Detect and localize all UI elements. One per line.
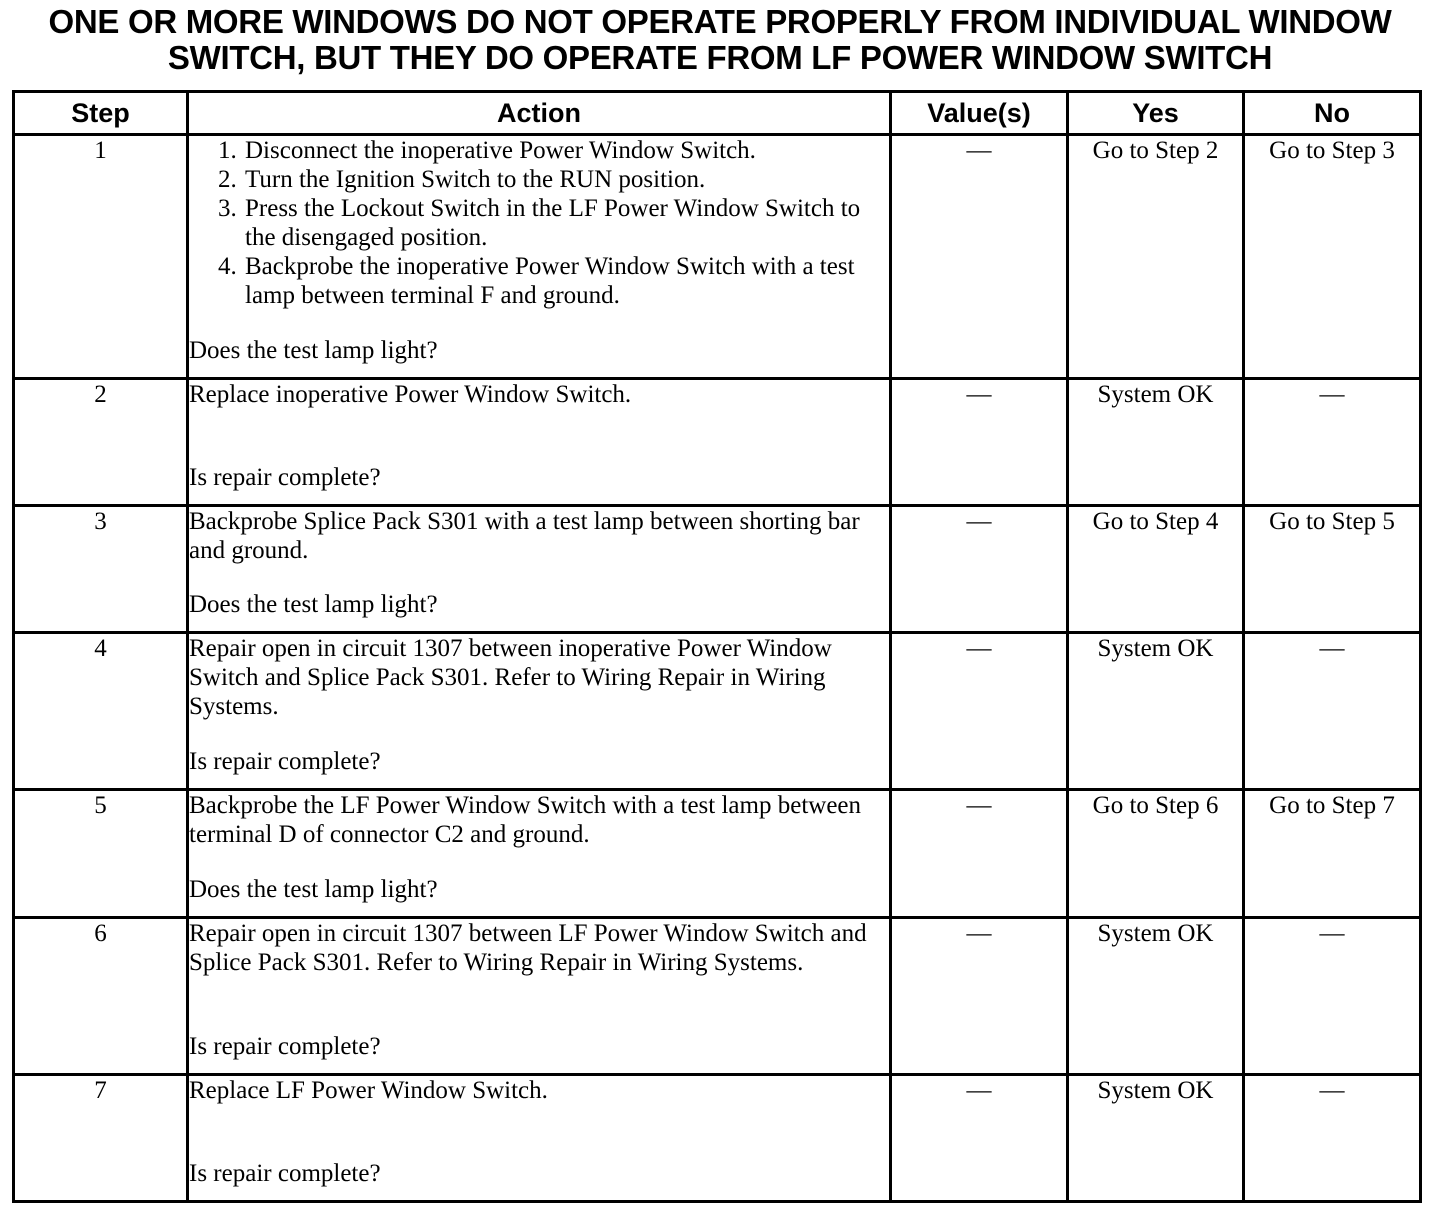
yes-cell: Go to Step 6 (1068, 790, 1244, 918)
action-cell (188, 135, 891, 379)
yes-cell: System OK (1068, 633, 1244, 790)
value-cell: — (891, 790, 1068, 918)
yes-cell: System OK (1068, 918, 1244, 1075)
list-item: 2. Turn the Ignition Switch to the RUN position. (243, 165, 889, 194)
title-line-1: ONE OR MORE WINDOWS DO NOT OPERATE PROPERLY FROM INDIVIDUAL WINDOW (48, 3, 1392, 40)
header-step: Step (14, 92, 188, 135)
header-row (14, 92, 1421, 135)
action-question: Does the test lamp light? (189, 591, 438, 618)
table-row (14, 506, 1421, 633)
yes-cell: Go to Step 4 (1068, 506, 1244, 633)
action-question: Does the test lamp light? (189, 337, 438, 364)
no-cell: Go to Step 3 (1244, 135, 1421, 379)
value-cell: — (891, 135, 1068, 379)
action-question: Is repair complete? (189, 1033, 381, 1060)
action-instruction: Replace LF Power Window Switch. (189, 1077, 548, 1104)
diagnostic-table (12, 90, 1422, 1203)
action-question: Is repair complete? (189, 1160, 381, 1187)
list-item: 4. Backprobe the inoperative Power Window Switch with a test lamp between terminal F and ground. (243, 252, 889, 310)
value-cell: — (891, 633, 1068, 790)
action-instruction: Repair open in circuit 1307 between inoperative Power Window Switch and Splice Pack S301. Refer to Wiring Repair in Wiring Systems. (189, 635, 832, 720)
action-instruction: Backprobe Splice Pack S301 with a test lamp between shorting bar and ground. (189, 508, 860, 564)
list-item: 1. Disconnect the inoperative Power Window Switch. (243, 136, 889, 165)
list-item: 3. Press the Lockout Switch in the LF Power Window Switch to the disengaged position. (243, 194, 889, 252)
header-values: Value(s) (891, 92, 1068, 135)
step-number: 4 (14, 633, 188, 790)
step-number: 3 (14, 506, 188, 633)
no-cell: Go to Step 5 (1244, 506, 1421, 633)
step-number: 5 (14, 790, 188, 918)
no-cell: — (1244, 918, 1421, 1075)
page-title (0, 4, 1440, 76)
yes-cell: System OK (1068, 1075, 1244, 1202)
action-cell (188, 633, 891, 790)
yes-cell: System OK (1068, 379, 1244, 506)
value-cell: — (891, 379, 1068, 506)
table-row (14, 633, 1421, 790)
value-cell: — (891, 506, 1068, 633)
header-no: No (1244, 92, 1421, 135)
action-instruction: Repair open in circuit 1307 between LF Power Window Switch and Splice Pack S301. Refer to Wiring Repair in Wiring Systems. (189, 920, 867, 976)
action-question: Is repair complete? (189, 464, 381, 491)
action-cell (188, 1075, 891, 1202)
title-line-2: SWITCH, BUT THEY DO OPERATE FROM LF POWER WINDOW SWITCH (167, 39, 1273, 76)
action-cell (188, 506, 891, 633)
action-question: Is repair complete? (189, 748, 381, 775)
header-action: Action (188, 92, 891, 135)
action-cell (188, 918, 891, 1075)
value-cell: — (891, 918, 1068, 1075)
action-instruction: Replace inoperative Power Window Switch. (189, 381, 632, 408)
action-cell (188, 379, 891, 506)
table-row (14, 379, 1421, 506)
header-yes: Yes (1068, 92, 1244, 135)
action-question: Does the test lamp light? (189, 876, 438, 903)
step-number: 6 (14, 918, 188, 1075)
action-steps-list (189, 136, 889, 310)
step-number: 1 (14, 135, 188, 379)
no-cell: — (1244, 379, 1421, 506)
table-row (14, 1075, 1421, 1202)
table-row (14, 135, 1421, 379)
no-cell: — (1244, 1075, 1421, 1202)
no-cell: Go to Step 7 (1244, 790, 1421, 918)
step-number: 7 (14, 1075, 188, 1202)
action-instruction: Backprobe the LF Power Window Switch with a test lamp between terminal D of connector C2 and ground. (189, 792, 862, 848)
action-cell (188, 790, 891, 918)
table-row (14, 918, 1421, 1075)
step-number: 2 (14, 379, 188, 506)
no-cell: — (1244, 633, 1421, 790)
table-row (14, 790, 1421, 918)
yes-cell: Go to Step 2 (1068, 135, 1244, 379)
value-cell: — (891, 1075, 1068, 1202)
